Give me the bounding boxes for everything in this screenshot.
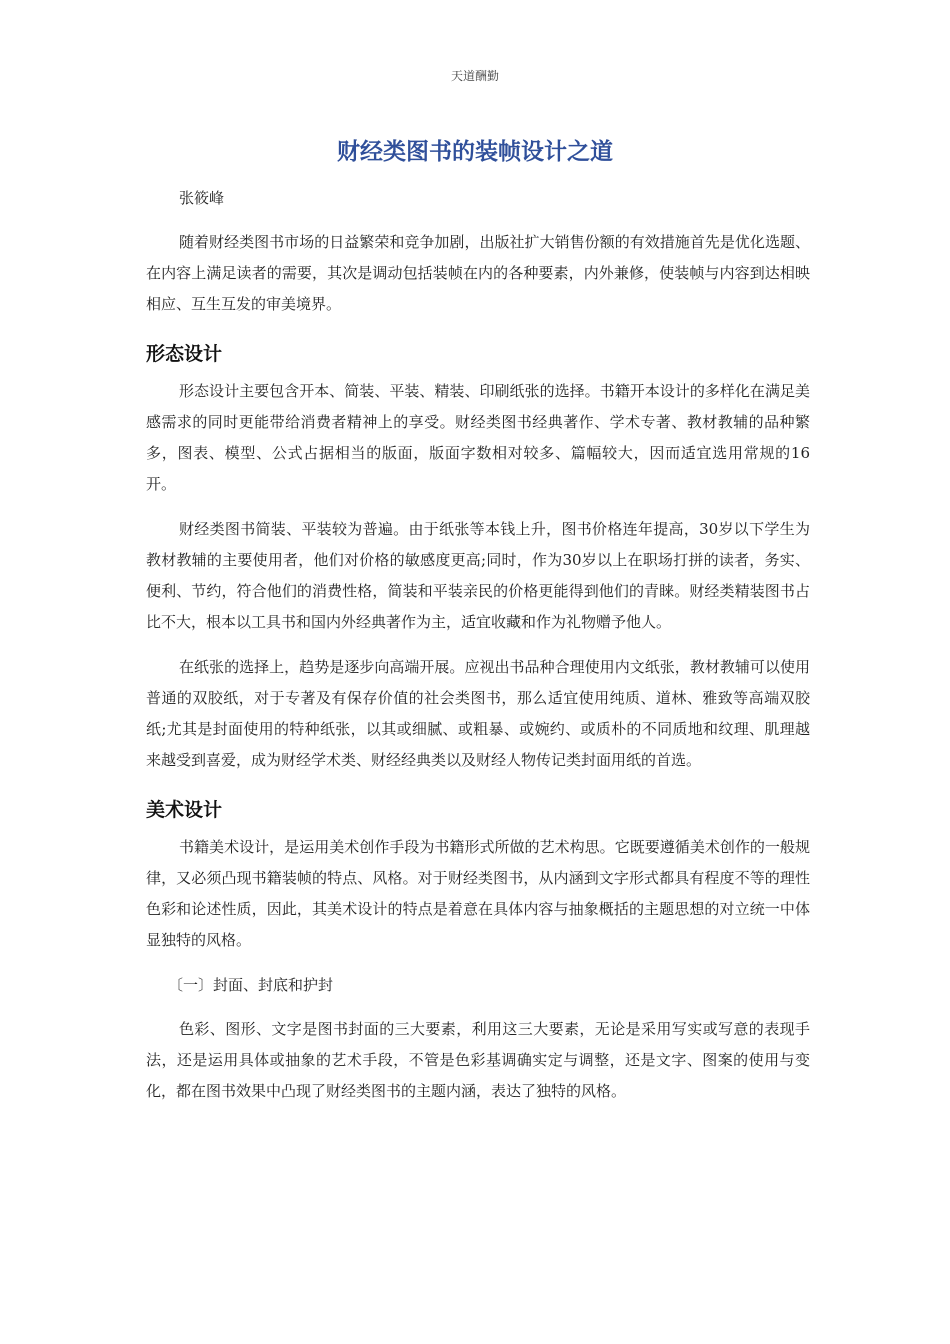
intro-paragraph: 随着财经类图书市场的日益繁荣和竞争加剧，出版社扩大销售份额的有效措施首先是优化选题、在内容上满足读者的需要，其次是调动包括装帧在内的各种要素，内外兼修，使装帧与内容到达相映相应、互生互发的审美境界。 <box>146 233 810 313</box>
section-heading-form-design: 形态设计 <box>146 343 223 365</box>
paragraph: 形态设计主要包含开本、简装、平装、精装、印刷纸张的选择。书籍开本设计的多样化在满足美感需求的同时更能带给消费者精神上的享受。财经类图书经典著作、学术专著、教材教辅的品种繁多，图表、模型、公式占据相当的版面，版面字数相对较多、篇幅较大，因而适宜选用常规的16开。 <box>146 382 810 493</box>
running-header: 天道酬勤 <box>450 69 499 83</box>
paragraph: 财经类图书简装、平装较为普遍。由于纸张等本钱上升，图书价格连年提高，30岁以下学生为教材教辅的主要使用者，他们对价格的敏感度更高;同时，作为30岁以上在职场打拼的读者，务实、便利、节约，符合他们的消费性格，简装和平装亲民的价格更能得到他们的青睐。财经类精装图书占比不大，根本以工具书和国内外经典著作为主，适宜收藏和作为礼物赠予他人。 <box>146 520 810 631</box>
article-title: 财经类图书的装帧设计之道 <box>337 139 613 165</box>
section-heading-art-design: 美术设计 <box>146 799 223 821</box>
article-body <box>146 183 810 1121</box>
paragraph: 色彩、图形、文字是图书封面的三大要素，利用这三大要素，无论是采用写实或写意的表现手法，还是运用具体或抽象的艺术手段，不管是色彩基调确实定与调整，还是文字、图案的使用与变化，都在图书效果中凸现了财经类图书的主题内涵，表达了独特的风格。 <box>146 1020 810 1100</box>
author-name: 张筱峰 <box>179 189 225 207</box>
subsection-heading: 〔一〕封面、封底和护封 <box>168 976 334 994</box>
paragraph: 在纸张的选择上，趋势是逐步向高端开展。应视出书品种合理使用内文纸张，教材教辅可以使用普通的双胶纸，对于专著及有保存价值的社会类图书，那么适宜使用纯质、道林、雅致等高端双胶纸;尤其是封面使用的特种纸张，以其或细腻、或粗暴、或婉约、或质朴的不同质地和纹理、肌理越来越受到喜爱，成为财经学术类、财经经典类以及财经人物传记类封面用纸的首选。 <box>146 658 810 769</box>
paragraph: 书籍美术设计，是运用美术创作手段为书籍形式所做的艺术构思。它既要遵循美术创作的一般规律，又必须凸现书籍装帧的特点、风格。对于财经类图书，从内涵到文字形式都具有程度不等的理性色彩和论述性质，因此，其美术设计的特点是着意在具体内容与抽象概括的主题思想的对立统一中体显独特的风格。 <box>146 838 810 949</box>
